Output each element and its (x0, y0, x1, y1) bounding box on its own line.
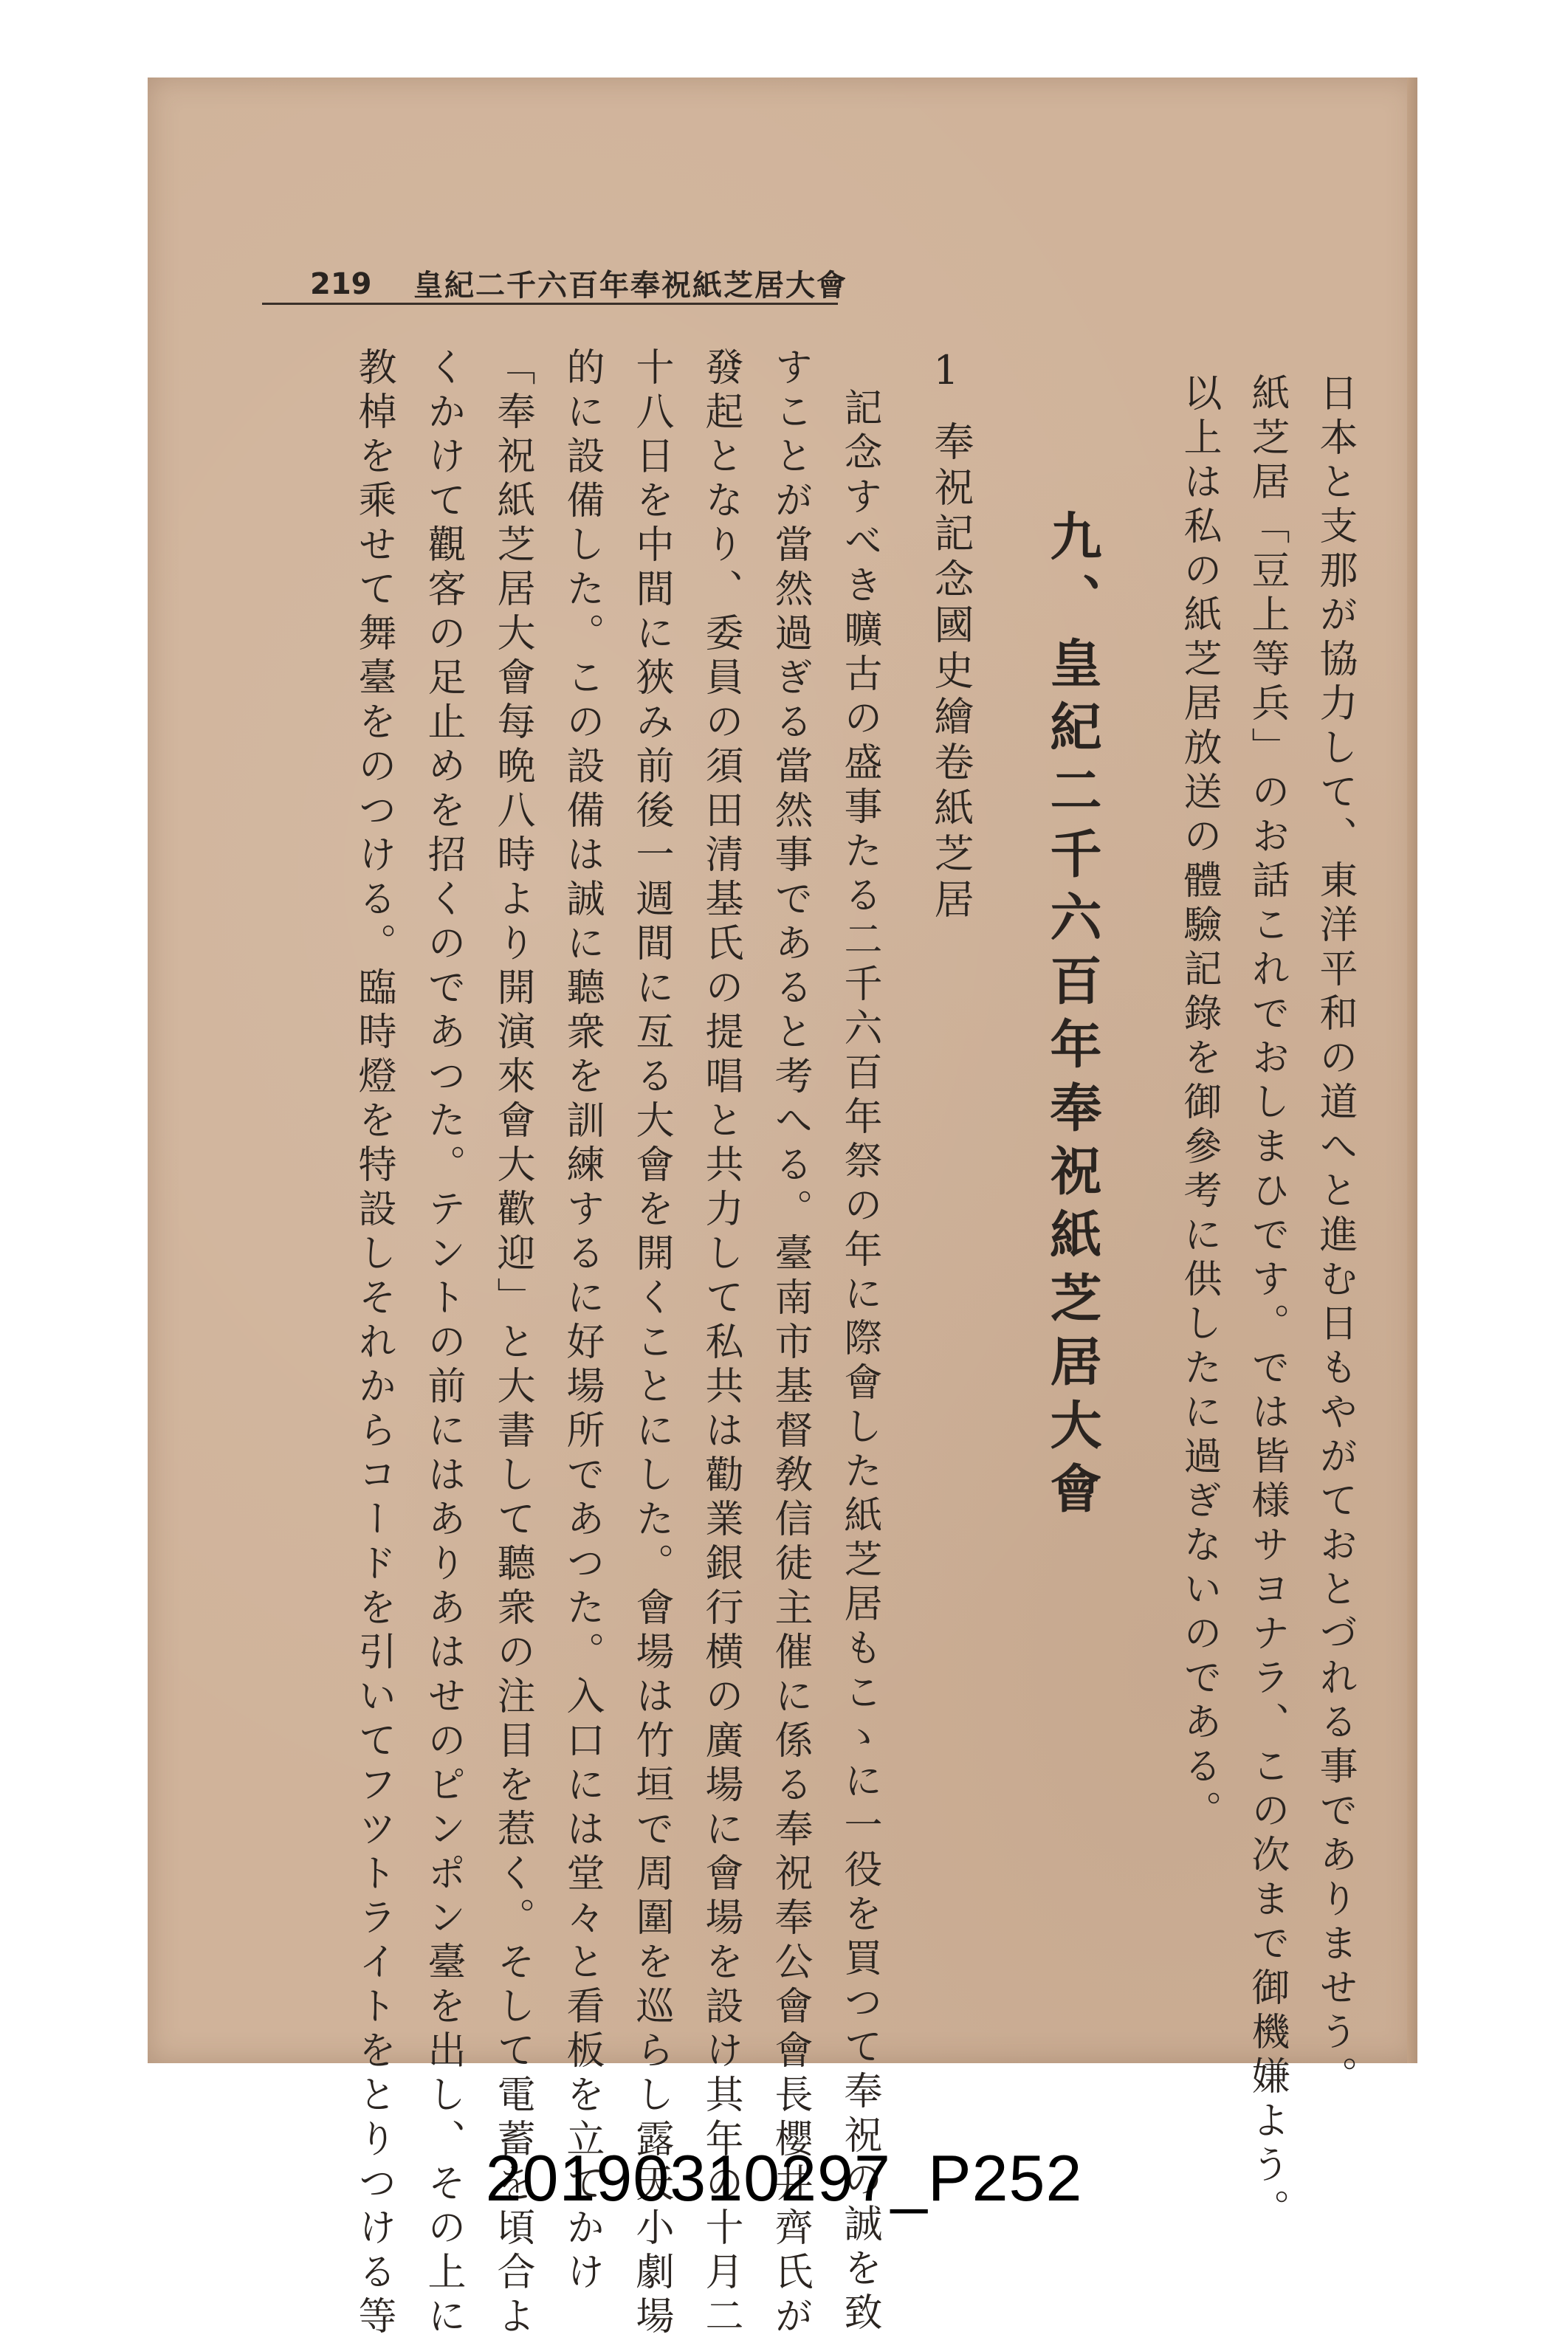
text-line: 教棹を乘せて舞臺をのつける。臨時燈を特設しそれからコードを引いてフツトライトをとりつける等 (351, 347, 396, 2340)
text-line: 以上は私の紙芝居放送の體驗記錄を御參考に供したに過ぎないのである。 (1177, 373, 1221, 1834)
text-line: 十八日を中間に狹み前後一週間に亙る大會を開くことにした。會場は竹垣で周圍を巡らし露天小劇場 (629, 347, 673, 2340)
page-edge (1407, 78, 1417, 2063)
text-line: 記念すべき曠古の盛事たる二千六百年祭の年に際會した紙芝居もこゝに一役を買つて奉祝の誠を致 (837, 388, 881, 2336)
text-line: くかけて觀客の足止めを招くのであつた。テントの前にはありあはせのピンポン臺を出し、その上に (421, 347, 465, 2340)
image-caption: 20190310297_P252 (485, 2141, 1083, 2215)
page-number: 219 (310, 267, 372, 301)
text-line: 發起となり、委員の須田清基氏の提唱と共力して私共は勸業銀行横の廣場に會場を設け其年の十月二 (698, 347, 743, 2340)
text-line: 的に設備した。この設備は誠に聽衆を訓練するに好場所であつた。入口には堂々と看板を立てかけ (560, 347, 604, 2296)
section-number: 1 (923, 347, 969, 399)
text-line: 日本と支那が協力して、東洋平和の道へと進む日もやがておとづれる事でありませう。 (1313, 373, 1357, 2100)
text-line: すことが當然過ぎる當然事であると考へる。臺南市基督敎信徒主催に係る奉祝奉公會會長櫻井齊氏が (768, 347, 812, 2340)
chapter-title: 九、皇紀二千六百年奉祝紙芝居大會 (1042, 509, 1103, 1525)
header-rule (262, 303, 838, 305)
text-line: 紙芝居「豆上等兵」のお話これでおしまひです。では皆様サヨナラ、この次まで御機嫌よう。 (1245, 373, 1289, 2233)
section-title: 奉祝記念國史繪卷紙芝居 (928, 421, 974, 924)
text-line: 「奉祝紙芝居大會每晩八時より開演來會大歡迎」と大書して聽衆の注目を惹く。そして電蓄を頃合よ (490, 347, 534, 2340)
running-title: 皇紀二千六百年奉祝紙芝居大會 (413, 268, 847, 303)
